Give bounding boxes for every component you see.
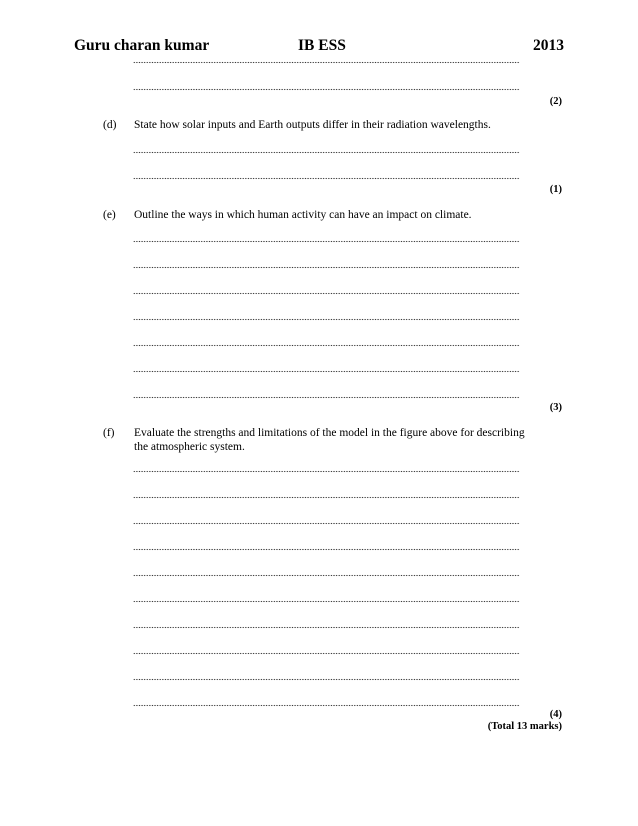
answer-line xyxy=(133,470,520,473)
answer-line xyxy=(133,151,520,154)
answer-line xyxy=(133,652,520,655)
question-e-text: Outline the ways in which human activity can have an impact on climate. xyxy=(134,209,472,221)
answer-line xyxy=(133,240,520,243)
answer-line xyxy=(133,344,520,347)
header-year: 2013 xyxy=(533,37,564,54)
answer-line xyxy=(133,574,520,577)
answer-line xyxy=(133,678,520,681)
answer-line xyxy=(133,600,520,603)
marks-e: (3) xyxy=(549,402,562,413)
question-f-label: (f) xyxy=(103,427,115,439)
answer-line xyxy=(133,548,520,551)
answer-line xyxy=(133,496,520,499)
answer-line xyxy=(133,626,520,629)
total-marks: (Total 13 marks) xyxy=(487,721,562,732)
answer-line xyxy=(133,88,520,91)
answer-line xyxy=(133,177,520,180)
question-d-text: State how solar inputs and Earth outputs differ in their radiation wavelengths. xyxy=(134,119,491,131)
answer-line xyxy=(133,61,520,64)
question-d-label: (d) xyxy=(103,119,117,131)
header-author: Guru charan kumar xyxy=(74,37,210,54)
answer-line xyxy=(133,370,520,373)
answer-line xyxy=(133,292,520,295)
answer-line xyxy=(133,704,520,707)
answer-line xyxy=(133,396,520,399)
question-f-text: Evaluate the strengths and limitations of the model in the figure above for describing the atmospheric system. xyxy=(134,427,525,453)
question-e-label: (e) xyxy=(103,209,116,221)
answer-line xyxy=(133,266,520,269)
header-subject: IB ESS xyxy=(298,37,346,54)
answer-line xyxy=(133,318,520,321)
answer-line xyxy=(133,522,520,525)
marks-f: (4) xyxy=(549,709,562,720)
marks-prev: (2) xyxy=(549,96,562,107)
marks-d: (1) xyxy=(549,184,562,195)
